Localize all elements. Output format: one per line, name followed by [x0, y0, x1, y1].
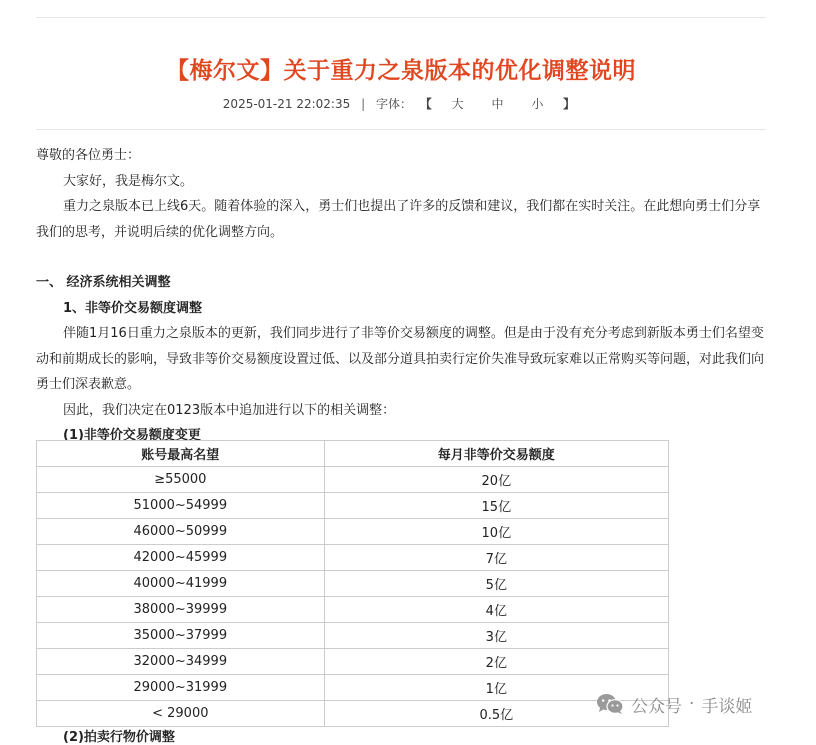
table-row	[37, 493, 669, 519]
fame-range-cell: 46000~50999	[37, 519, 325, 545]
paragraph-2: 伴随1月16日重力之泉版本的更新，我们同步进行了非等价交易额度的调整。但是由于没有充分考虑到新版本勇士们名望变动和前期成长的影响，导致非等价交易额度设置过低、以及部分道具拍卖行定价失准导致玩家难以正常购买等问题，对此我们向勇士们深表歉意。	[36, 326, 765, 392]
fame-range-cell: 38000~39999	[37, 597, 325, 623]
font-size-medium[interactable]: 中	[491, 97, 504, 111]
table-row	[37, 571, 669, 597]
table-heading: (1)非等价交易额度变更	[63, 428, 201, 443]
subsection-heading-trade-quota: 1、非等价交易额度调整	[63, 300, 203, 316]
article-title: 【梅尔文】关于重力之泉版本的优化调整说明	[166, 58, 636, 84]
next-heading-partial: (2)拍卖行物价调整	[63, 730, 175, 745]
header-max-fame: 账号最高名望	[37, 441, 325, 467]
quota-cell: 2亿	[324, 649, 668, 675]
article-body	[36, 143, 766, 449]
quota-cell: 15亿	[324, 493, 668, 519]
fame-range-cell: < 29000	[37, 701, 325, 727]
font-bracket-close: 】	[563, 97, 576, 111]
table-header-row	[37, 441, 669, 467]
watermark-text-right: 手谈姬	[701, 696, 753, 717]
table-row	[37, 597, 669, 623]
table-row	[37, 545, 669, 571]
font-bracket-open: 【	[419, 97, 432, 111]
greeting: 尊敬的各位勇士：	[36, 148, 141, 163]
fame-range-cell: 40000~41999	[37, 571, 325, 597]
meta-separator: |	[361, 97, 366, 111]
paragraph-3: 因此，我们决定在0123版本中追加进行以下的相关调整：	[63, 402, 396, 418]
top-divider	[36, 17, 766, 18]
fame-range-cell: 42000~45999	[37, 545, 325, 571]
table-row	[37, 675, 669, 701]
fame-range-cell: ≥55000	[37, 467, 325, 493]
fame-range-cell: 32000~34999	[37, 649, 325, 675]
wechat-icon	[596, 693, 624, 715]
quota-cell: 10亿	[324, 519, 668, 545]
quota-cell: 20亿	[324, 467, 668, 493]
paragraph-1: 重力之泉版本已上线6天。随着体验的深入，勇士们也提出了许多的反馈和建议，我们都在实时关注。在此想向勇士们分享我们的思考，并说明后续的优化调整方向。	[36, 199, 761, 240]
fame-range-cell: 51000~54999	[37, 493, 325, 519]
trade-quota-table	[36, 440, 669, 727]
publish-datetime: 2025-01-21 22:02:35	[222, 97, 351, 111]
header-divider	[36, 129, 766, 130]
font-size-label: 字体：	[375, 97, 412, 111]
quota-cell: 0.5亿	[324, 701, 668, 727]
intro-paragraph: 大家好，我是梅尔文。	[63, 173, 194, 189]
quota-cell: 1亿	[324, 675, 668, 701]
watermark	[596, 691, 752, 717]
table-row	[37, 519, 669, 545]
section-heading-economy: 一、 经济系统相关调整	[36, 275, 171, 290]
article-meta	[36, 95, 766, 112]
watermark-dot: ·	[689, 694, 695, 714]
font-size-large[interactable]: 大	[451, 97, 464, 111]
watermark-text-left: 公众号	[631, 696, 682, 717]
table-row	[37, 623, 669, 649]
table-row	[37, 649, 669, 675]
quota-cell: 5亿	[324, 571, 668, 597]
quota-cell: 4亿	[324, 597, 668, 623]
table-row	[37, 467, 669, 493]
fame-range-cell: 29000~31999	[37, 675, 325, 701]
quota-cell: 3亿	[324, 623, 668, 649]
header-monthly-quota: 每月非等价交易额度	[324, 441, 668, 467]
fame-range-cell: 35000~37999	[37, 623, 325, 649]
quota-cell: 7亿	[324, 545, 668, 571]
font-size-small[interactable]: 小	[531, 97, 544, 111]
table-row	[37, 701, 669, 727]
